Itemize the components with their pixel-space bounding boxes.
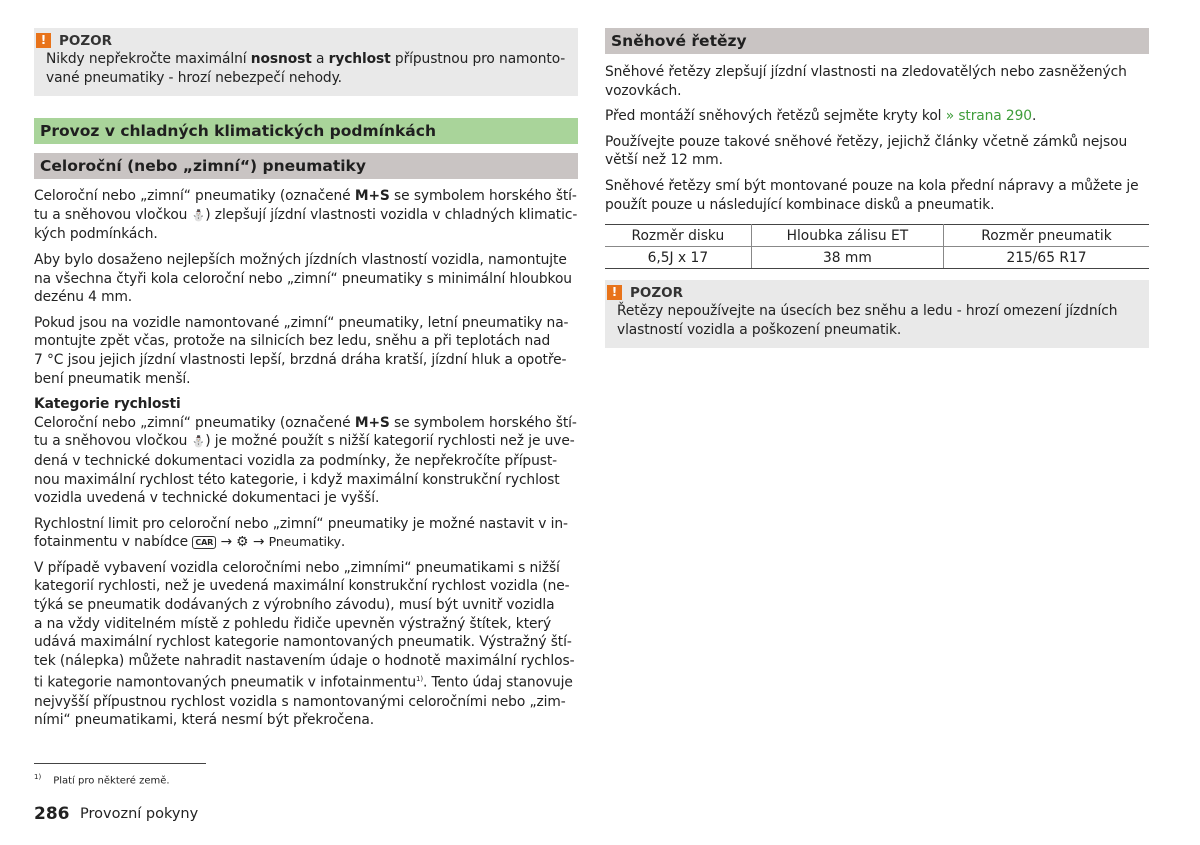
warning-text: Řetězy nepoužívejte na úsecích bez sněhu a ledu - hrozí omezení jízdních vlastností vozidla a poškození pneumatik. [617,303,1118,338]
gear-icon: ⚙ [236,534,249,551]
footnote-divider [34,763,206,764]
left-column [34,28,578,730]
page-reference-link[interactable]: » strana 290 [945,108,1032,125]
page-number: 286 [34,804,70,824]
section-header: Provoz v chladných klimatických podmínkách [34,118,578,144]
warning-icon: ! [36,33,51,48]
table-cell: 215/65 R17 [944,247,1150,269]
table-header-row [605,225,1149,247]
menu-item-name: Pneumatiky [268,534,341,550]
rim-tire-table [605,224,1149,269]
warning-title: POZOR [630,284,684,301]
paragraph: Před montáží sněhových řetězů sejměte kryty kol » strana 290. [605,108,1037,125]
subheading: Kategorie rychlosti [34,396,181,413]
paragraph: Používejte pouze takové sněhové řetězy, jejichž články včetně zámků nejsou větší než 12 mm. [605,133,1128,169]
paragraph: Celoroční nebo „zimní“ pneumatiky (označené M+S se symbolem horského ští- tu a sněhovou vločkou ⛄) zlepšují jízdní vlastnosti vozidla v chladných klimatic- kých podmínkách. [34,188,578,243]
warning-header [34,31,566,50]
paragraph: Sněhové řetězy smí být montované pouze na kola přední nápravy a můžete je použít pouze u následující kombinace disků a pneumatik. [605,177,1139,213]
snowflake-mountain-icon: ⛄ [191,435,206,449]
car-icon: CAR [192,536,216,549]
snowflake-mountain-icon: ⛄ [191,208,206,222]
paragraph: Rychlostní limit pro celoroční nebo „zimní“ pneumatiky je možné nastavit v in- fotainmentu v nabídce CAR → ⚙ → Pneumatiky. [34,515,568,551]
paragraph: V případě vybavení vozidla celoročními nebo „zimními“ pneumatikami s nižší kategorií rychlosti, než je uvedená maximální konstrukční rychlost vozidla (ne- týká se pneumatik dodávaných z výrobního závodu), musí být uvnitř vozidla a na vždy viditelném místě z pohledu řidiče upevněn výstražný štítek, který udává maximální rychlost kategorie namontovaných pneumatik. Výstražný ští- tek (nálepka) můžete nahradit nastavením údaje o hodnotě maximální rychlos- ti kategorie namontovaných pneumatik v infotainmentu$^{1)}$. Tento údaj stanovuje nejvyšší přípustnou rychlost vozidla s namontovanými celoročními nebo „zim- ními“ pneumatikami, která nesmí být překročena. [34,559,575,729]
warning-icon: ! [607,285,622,300]
table-header-cell: Hloubka zálisu ET [751,225,943,247]
table-cell: 38 mm [751,247,943,269]
warning-header [605,283,1137,302]
warning-title: POZOR [59,32,113,49]
table-row [605,247,1149,269]
footnote-ref: 1) [415,675,423,684]
right-column [605,28,1149,348]
chapter-title: Provozní pokyny [80,806,199,822]
table-header-cell: Rozměr disku [605,225,751,247]
paragraph: Aby bylo dosaženo nejlepších možných jízdních vlastností vozidla, namontujte na všechna čtyři kola celoroční nebo „zimní“ pneumatiky s minimální hloubkou dezénu 4 mm. [34,251,572,306]
warning-box [605,280,1149,348]
warning-text: Nikdy nepřekročte maximální nosnost a rychlost přípustnou pro namonto- vané pneumatiky - hrozí nebezpečí nehody. [46,51,566,86]
subsection-header: Celoroční (nebo „zimní“) pneumatiky [34,153,578,179]
paragraph: Sněhové řetězy zlepšují jízdní vlastnosti na zledovatělých nebo zasněžených vozovkách. [605,64,1127,99]
footnote: $^{1)}$ Platí pro některé země. [34,773,170,787]
paragraph: Pokud jsou na vozidle namontované „zimní“ pneumatiky, letní pneumatiky na- montujte zpět včas, protože na silnicích bez ledu, sněhu a při teplotách nad 7 °C jsou jejich jízdní vlastnosti lepší, brzdná dráha kratší, jízdní hluk a opotře- bení pneumatik menší. [34,314,569,387]
paragraph: Kategorie rychlosti Celoroční nebo „zimní“ pneumatiky (označené M+S se symbolem horského ští- tu a sněhovou vločkou ⛄) je možné použít s nižší kategorií rychlosti než je uve- dená v technické dokumentaci vozidla za podmínky, že nepřekročíte přípust- nou maximální rychlost této kategorie, i když maximální konstrukční rychlost vozidla uvedená v technické dokumentaci je vyšší. [34,396,577,507]
section-header: Sněhové řetězy [605,28,1149,54]
table-cell: 6,5J x 17 [605,247,751,269]
warning-box [34,28,578,96]
table-header-cell: Rozměr pneumatik [944,225,1150,247]
